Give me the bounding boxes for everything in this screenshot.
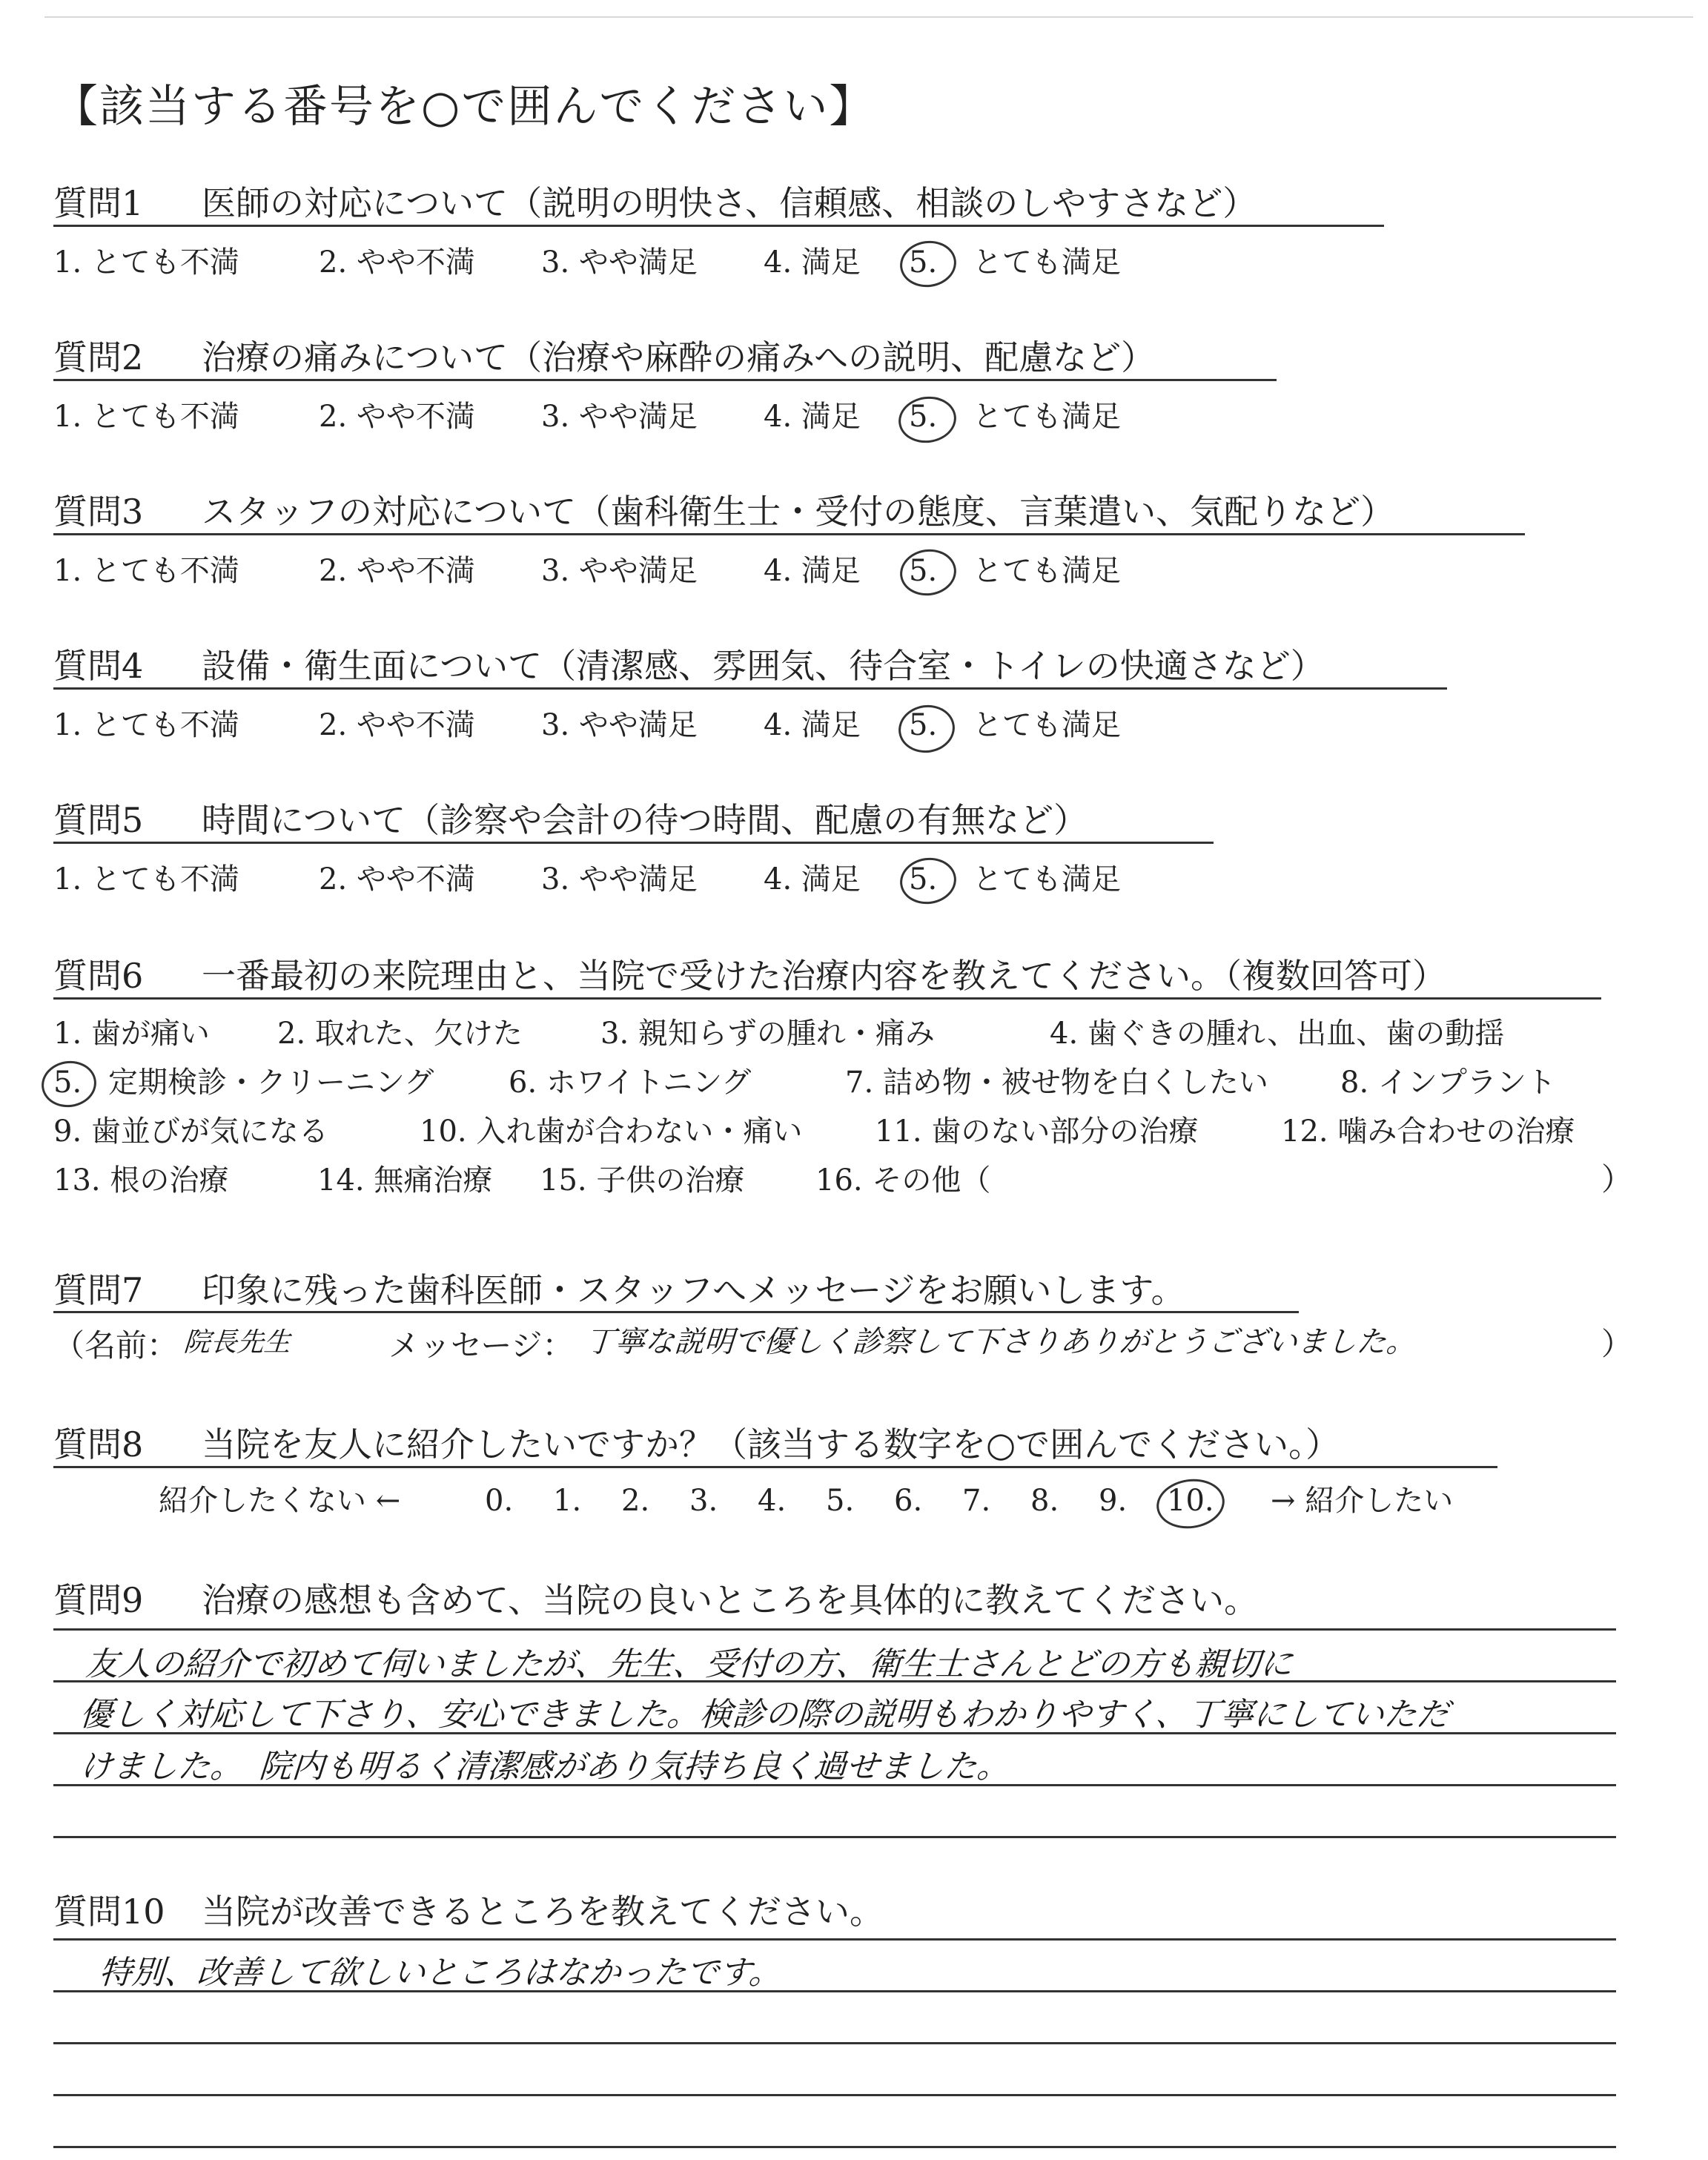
- option-3[interactable]: 3. やや満足: [541, 554, 698, 588]
- question-5-title: [53, 793, 1088, 842]
- question-4-underline: [53, 687, 1447, 690]
- top-edge-line: [44, 16, 1693, 18]
- question-7-name-value[interactable]: 院長先生: [182, 1327, 292, 1358]
- scale-9[interactable]: 9.: [1099, 1484, 1128, 1518]
- scale-6[interactable]: 6.: [894, 1484, 923, 1518]
- scale-1[interactable]: 1.: [553, 1484, 582, 1518]
- option-4[interactable]: 4. 満足: [764, 862, 861, 896]
- question-5-options: [53, 856, 1121, 898]
- option-5-label: とても満足: [973, 245, 1121, 280]
- question-8-number: 質問8: [53, 1424, 144, 1464]
- reason-6[interactable]: 6. ホワイトニング: [509, 1066, 752, 1100]
- reason-16-close-paren: ）: [1601, 1161, 1633, 1198]
- question-1-underline: [53, 225, 1384, 227]
- option-5[interactable]: 5.: [909, 245, 973, 280]
- question-4-options: [53, 701, 1121, 744]
- reason-5-label: 定期検診・クリーニング: [108, 1066, 434, 1100]
- option-1[interactable]: 1. とても不満: [53, 862, 239, 896]
- option-5-label: とても満足: [973, 708, 1121, 742]
- option-5-label: とても満足: [973, 554, 1121, 588]
- question-2-text: 治療の痛みについて（治療や麻酔の痛みへの説明、配慮など）: [202, 337, 1156, 377]
- question-2-options: [53, 393, 1121, 435]
- question-8-text: 当院を友人に紹介したいですか？（該当する数字を○で囲んでください。）: [202, 1424, 1340, 1464]
- answer-line: [53, 2042, 1616, 2044]
- question-7-number: 質問7: [53, 1270, 144, 1310]
- option-5-label: とても満足: [973, 862, 1121, 896]
- reason-5[interactable]: 5.: [53, 1066, 108, 1100]
- question-9-answer-line-3[interactable]: けました。 院内も明るく清潔感があり気持ち良く過せました。: [78, 1748, 1011, 1786]
- reason-9[interactable]: 9. 歯並びが気になる: [53, 1114, 328, 1149]
- question-7-message-value[interactable]: 丁寧な説明で優しく診察して下さりありがとうございました。: [584, 1325, 1417, 1359]
- question-9-title: [53, 1573, 1258, 1622]
- reason-15[interactable]: 15. 子供の治療: [540, 1163, 745, 1198]
- question-7-name-label: （名前：: [53, 1327, 179, 1364]
- answer-line: [53, 2146, 1616, 2148]
- question-3-title: [53, 485, 1394, 534]
- option-2[interactable]: 2. やや不満: [319, 862, 475, 896]
- question-1-number: 質問1: [53, 183, 144, 223]
- option-4[interactable]: 4. 満足: [764, 708, 861, 742]
- question-7-close-paren: ）: [1601, 1326, 1633, 1362]
- option-2[interactable]: 2. やや不満: [319, 245, 475, 280]
- option-3[interactable]: 3. やや満足: [541, 862, 698, 896]
- question-5-underline: [53, 842, 1214, 844]
- answer-line: [53, 1836, 1616, 1838]
- page-heading: 【該当する番号を○で囲んでください】: [53, 81, 875, 133]
- question-9-number: 質問9: [53, 1580, 144, 1620]
- scale-8[interactable]: 8.: [1030, 1484, 1059, 1518]
- question-4-text: 設備・衛生面について（清潔感、雰囲気、待合室・トイレの快適さなど）: [202, 646, 1325, 686]
- option-2[interactable]: 2. やや不満: [319, 708, 475, 742]
- option-4[interactable]: 4. 満足: [764, 554, 861, 588]
- reason-3[interactable]: 3. 親知らずの腫れ・痛み: [600, 1017, 935, 1051]
- scale-4[interactable]: 4.: [758, 1484, 787, 1518]
- scale-right-label: → 紹介したい: [1271, 1484, 1454, 1518]
- question-7-title: [53, 1264, 1185, 1312]
- answer-line: [53, 1938, 1616, 1941]
- reason-11[interactable]: 11. 歯のない部分の治療: [875, 1114, 1199, 1149]
- reason-10[interactable]: 10. 入れ歯が合わない・痛い: [420, 1114, 803, 1149]
- scale-7[interactable]: 7.: [962, 1484, 991, 1518]
- question-6-row-3: [53, 1108, 1575, 1150]
- reason-16[interactable]: 16. その他（: [815, 1163, 991, 1198]
- question-6-row-4: [53, 1157, 990, 1199]
- question-2-number: 質問2: [53, 337, 144, 377]
- option-3[interactable]: 3. やや満足: [541, 400, 698, 434]
- scale-5[interactable]: 5.: [826, 1484, 855, 1518]
- answer-line: [53, 1628, 1616, 1631]
- option-1[interactable]: 1. とても不満: [53, 400, 239, 434]
- reason-13[interactable]: 13. 根の治療: [53, 1163, 229, 1198]
- option-5[interactable]: 5.: [909, 554, 973, 588]
- scale-2[interactable]: 2.: [621, 1484, 650, 1518]
- question-9-text: 治療の感想も含めて、当院の良いところを具体的に教えてください。: [202, 1580, 1259, 1620]
- reason-2[interactable]: 2. 取れた、欠けた: [277, 1017, 523, 1051]
- question-10-text: 当院が改善できるところを教えてください。: [202, 1892, 884, 1932]
- question-7-underline: [53, 1311, 1299, 1313]
- question-3-number: 質問3: [53, 492, 144, 532]
- question-6-text: 一番最初の来院理由と、当院で受けた治療内容を教えてください。（複数回答可）: [202, 956, 1446, 996]
- option-5[interactable]: 5.: [909, 708, 973, 742]
- selected-circle-mark: [39, 1057, 99, 1111]
- option-4[interactable]: 4. 満足: [764, 400, 861, 434]
- scale-0[interactable]: 0.: [485, 1484, 514, 1518]
- question-5-number: 質問5: [53, 800, 144, 840]
- question-3-underline: [53, 533, 1525, 535]
- question-9-answer-line-2[interactable]: 優しく対応して下さり、安心できました。検診の際の説明もわかりやすく、丁寧にしていただ: [78, 1696, 1451, 1734]
- question-7-message-label: メッセージ：: [388, 1327, 574, 1364]
- option-5[interactable]: 5.: [909, 400, 973, 434]
- question-10-title: [53, 1885, 884, 1934]
- scale-left-label: 紹介したくない ←: [159, 1484, 401, 1518]
- reason-1[interactable]: 1. 歯が痛い: [53, 1017, 210, 1051]
- question-1-options: [53, 239, 1121, 281]
- reason-12[interactable]: 12. 噛み合わせの治療: [1281, 1114, 1575, 1149]
- option-4[interactable]: 4. 満足: [764, 245, 861, 280]
- answer-line: [53, 2094, 1616, 2096]
- question-6-title: [53, 949, 1446, 998]
- reason-7[interactable]: 7. 詰め物・被せ物を白くしたい: [845, 1066, 1268, 1100]
- option-1[interactable]: 1. とても不満: [53, 245, 239, 280]
- question-1-title: [53, 176, 1257, 225]
- question-2-underline: [53, 379, 1277, 381]
- question-2-title: [53, 331, 1155, 380]
- reason-4[interactable]: 4. 歯ぐきの腫れ、出血、歯の動揺: [1050, 1017, 1505, 1051]
- question-4-title: [53, 639, 1325, 688]
- question-1-text: 医師の対応について（説明の明快さ、信頼感、相談のしやすさなど）: [202, 183, 1257, 223]
- question-8-scale: [159, 1477, 1453, 1519]
- question-8-underline: [53, 1466, 1497, 1468]
- question-3-text: スタッフの対応について（歯科衛生士・受付の態度、言葉遣い、気配りなど）: [202, 492, 1395, 532]
- option-5[interactable]: 5.: [909, 862, 973, 896]
- scale-3[interactable]: 3.: [689, 1484, 718, 1518]
- option-3[interactable]: 3. やや満足: [541, 708, 698, 742]
- option-2[interactable]: 2. やや不満: [319, 400, 475, 434]
- question-3-options: [53, 547, 1121, 589]
- question-10-answer-line-1[interactable]: 特別、改善して欲しいところはなかったです。: [97, 1954, 783, 1992]
- reason-14[interactable]: 14. 無痛治療: [317, 1163, 493, 1198]
- question-9-answer-line-1[interactable]: 友人の紹介で初めて伺いましたが、先生、受付の方、衛生士さんとどの方も親切に: [84, 1645, 1294, 1683]
- question-6-number: 質問6: [53, 956, 144, 996]
- option-1[interactable]: 1. とても不満: [53, 554, 239, 588]
- question-7-text: 印象に残った歯科医師・スタッフへメッセージをお願いします。: [202, 1270, 1185, 1310]
- question-10-number: 質問10: [53, 1892, 165, 1932]
- question-6-row-2: [53, 1059, 1556, 1101]
- option-2[interactable]: 2. やや不満: [319, 554, 475, 588]
- option-5-label: とても満足: [973, 400, 1121, 434]
- option-3[interactable]: 3. やや満足: [541, 245, 698, 280]
- question-6-underline: [53, 997, 1601, 1000]
- option-1[interactable]: 1. とても不満: [53, 708, 239, 742]
- question-5-text: 時間について（診察や会計の待つ時間、配慮の有無など）: [202, 800, 1088, 840]
- question-4-number: 質問4: [53, 646, 144, 686]
- scale-10[interactable]: 10.: [1167, 1484, 1271, 1518]
- question-6-row-1: [53, 1010, 1504, 1052]
- question-8-title: [53, 1418, 1340, 1467]
- reason-8[interactable]: 8. インプラント: [1340, 1066, 1556, 1100]
